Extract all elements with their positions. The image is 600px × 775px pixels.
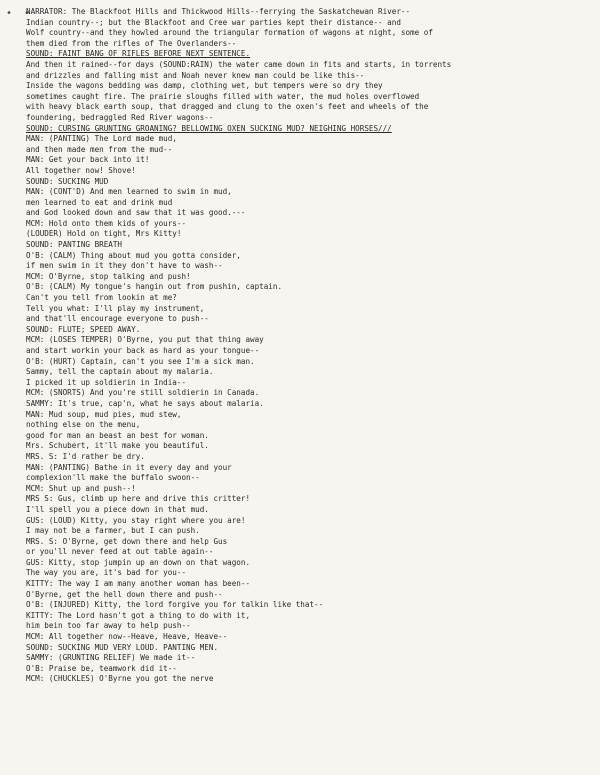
script-line: and God looked down and saw that it was good.--- xyxy=(26,208,246,218)
script-line: foundering, bedraggled Red River wagons-- xyxy=(26,112,214,122)
script-line: and then made men from the mud-- xyxy=(26,144,173,154)
script-line: them died from the rifles of The Overlanders-- xyxy=(26,38,237,48)
corner-marks: • • xyxy=(6,8,34,19)
script-line: SAMMY: (GRUNTING RELIEF) We made it-- xyxy=(26,653,196,663)
script-line: with heavy black earth soup, that dragged and clung to the oxen's feet and wheels of the xyxy=(26,102,429,112)
script-line: MAN: (PANTING) The Lord made mud, xyxy=(26,134,177,144)
script-line: The way you are, it's bad for you-- xyxy=(26,568,187,578)
script-line: if men swim in it they don't have to wash-- xyxy=(26,261,223,271)
script-line: KITTY: The Lord hasn't got a thing to do with it, xyxy=(26,610,251,620)
script-line: All together now! Shove! xyxy=(26,165,136,175)
script-line: or you'll never feed at out table again-- xyxy=(26,547,214,557)
sound-cue-line: SOUND: FAINT BANG OF RIFLES BEFORE NEXT SENTENCE. xyxy=(26,49,251,59)
script-line: Wolf country--and they howled around the triangular formation of wagons at night, some of xyxy=(26,28,433,38)
script-line: O'B: (CALM) My tongue's hangin out from pushin, captain. xyxy=(26,282,283,292)
script-line: SOUND: FLUTE; SPEED AWAY. xyxy=(26,324,141,334)
script-line: MCM: (SNORTS) And you're still soldierin in Canada. xyxy=(26,388,260,398)
script-line: MAN: Mud soup, mud pies, mud stew, xyxy=(26,409,182,419)
script-line: O'B: (CALM) Thing about mud you gotta consider, xyxy=(26,250,241,260)
script-line: Mrs. Schubert, it'll make you beautiful. xyxy=(26,441,209,451)
script-line: MRS S: Gus, climb up here and drive this critter! xyxy=(26,494,251,504)
script-line: him bein too far away to help push-- xyxy=(26,621,191,631)
script-line: nothing else on the menu, xyxy=(26,420,141,430)
script-line: MCM: All together now--Heave, Heave, Heave-- xyxy=(26,632,228,642)
script-line: SAMMY: It's true, cap'n, what he says about malaria. xyxy=(26,398,264,408)
script-text-block xyxy=(26,7,594,685)
script-line: Inside the wagons bedding was damp, clothing wet, but tempers were so dry they xyxy=(26,81,383,91)
script-line: MCM: (CHUCKLES) O'Byrne you got the nerve xyxy=(26,674,214,684)
script-line: NARRATOR: The Blackfoot Hills and Thickwood Hills--ferrying the Saskatchewan River-- xyxy=(26,7,411,16)
script-line: O'B: Praise be, teamwork did it-- xyxy=(26,663,177,673)
script-line: Can't you tell from lookin at me? xyxy=(26,293,177,303)
sound-cue-line: SOUND: CURSING GRUNTING GROANING? BELLOWING OXEN SUCKING MUD? NEIGHING HORSES/// xyxy=(26,123,392,133)
script-line: MCM: Hold onto them kids of yours-- xyxy=(26,218,187,228)
script-line: complexion'll make the buffalo swoon-- xyxy=(26,473,200,483)
script-line: GUS: (LOUD) Kitty, you stay right where you are! xyxy=(26,515,246,525)
script-line: MCM: Shut up and push--! xyxy=(26,483,136,493)
script-line: Sammy, tell the captain about my malaria. xyxy=(26,367,214,377)
script-line: SOUND: PANTING BREATH xyxy=(26,240,123,250)
script-line: O'B: (INJURED) Kitty, the lord forgive you for talkin like that-- xyxy=(26,600,324,610)
script-line: O'Byrne, get the hell down there and push-- xyxy=(26,589,223,599)
script-line: MAN: (PANTING) Bathe in it every day and your xyxy=(26,462,232,472)
script-line: O'B: (HURT) Captain, can't you see I'm a sick man. xyxy=(26,356,255,366)
script-line: MAN: (CONT'D) And men learned to swim in mud, xyxy=(26,187,232,197)
script-line: sometimes caught fire. The prairie sloughs filled with water, the mud holes overflowed xyxy=(26,91,420,101)
script-line: (LOUDER) Hold on tight, Mrs Kitty! xyxy=(26,229,182,239)
script-line: And then it rained--for days (SOUND:RAIN) the water came down in fits and starts, in torrents xyxy=(26,59,452,69)
script-line: and drizzles and falling mist and Noah never knew man could be like this-- xyxy=(26,70,365,80)
script-line: I may not be a farmer, but I can push. xyxy=(26,526,200,536)
script-line: Tell you what: I'll play my instrument, xyxy=(26,303,205,313)
script-line: and that'll encourage everyone to push-- xyxy=(26,314,209,324)
script-line: I'll spell you a piece down in that mud. xyxy=(26,504,209,514)
script-line: MAN: Get your back into it! xyxy=(26,155,150,165)
script-line: MRS. S: I'd rather be dry. xyxy=(26,451,145,461)
script-line: KITTY: The way I am many another woman has been-- xyxy=(26,579,251,589)
script-line: Indian country--; but the Blackfoot and Cree war parties kept their distance-- and xyxy=(26,17,401,27)
script-line: SOUND: SUCKING MUD VERY LOUD. PANTING MEN. xyxy=(26,642,219,652)
script-line: MCM: (LOSES TEMPER) O'Byrne, you put that thing away xyxy=(26,335,264,345)
script-line: MRS. S: O'Byrne, get down there and help Gus xyxy=(26,536,228,546)
script-line: I picked it up soldierin in India-- xyxy=(26,377,187,387)
script-line: good for man an beast an best for woman. xyxy=(26,430,209,440)
script-line: GUS: Kitty, stop jumpin up an down on that wagon. xyxy=(26,557,251,567)
script-line: SOUND: SUCKING MUD xyxy=(26,176,109,186)
script-line: and start workin your back as hard as your tongue-- xyxy=(26,346,260,355)
script-line: men learned to eat and drink mud xyxy=(26,197,173,207)
script-line: MCM: O'Byrne, stop talking and push! xyxy=(26,271,191,281)
